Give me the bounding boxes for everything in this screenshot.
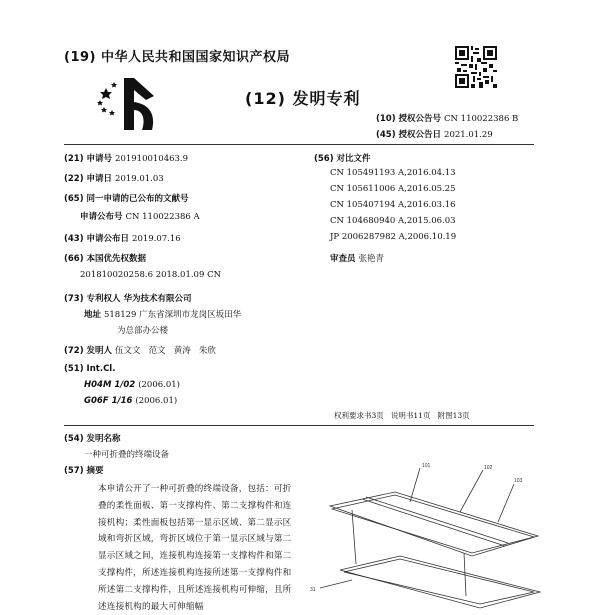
reference-item: CN 105611006 A,2016.05.25 [330, 184, 456, 194]
grant-pub-no: CN 110022386 B [444, 114, 519, 124]
app-date-row [64, 172, 164, 184]
intcl-2-year: (2006.01) [135, 396, 178, 406]
pub-date: 2019.07.16 [132, 234, 181, 244]
invention-title: 一种可折叠的终端设备 [84, 450, 170, 460]
inventors-row [64, 344, 216, 356]
patentee: 华为技术有限公司 [123, 294, 192, 304]
page-count-note: 权利要求书3页 说明书11页 附图13页 [334, 411, 470, 420]
cnipa-emblem-icon [94, 74, 164, 136]
references-label: (56) 对比文件 [314, 154, 371, 164]
abstract-text: 本申请公开了一种可折叠的终端设备，包括：可折叠的柔性面板、第一支撑构件、第二支撑构件和连接机构；柔性面板包括第一显示区域、第二显示区域和弯折区域，弯折区域位于第一显示区域与第二显示区域之间，连接机构连接第一支撑构件和第二支撑构件，所述连接机构连接所述第一支撑构件和所述第二支撑构件，且所述连接机构可伸缩，且所述连接机构的最大可伸缩幅 [98, 484, 292, 612]
app-date-label: (22) 申请日 [64, 174, 113, 184]
patentee-label: (73) 专利权人 [64, 294, 121, 304]
abstract-figure [300, 462, 555, 600]
title-label: (54) 发明名称 [64, 434, 121, 444]
address-row [84, 308, 241, 320]
reference-item: CN 105491193 A,2016.04.13 [330, 168, 456, 178]
office-name: 中华人民共和国国家知识产权局 [101, 50, 291, 65]
examiner: 张艳青 [358, 254, 384, 264]
inventors: 伍文文 范文 黄涛 朱欣 [115, 346, 216, 356]
grant-pub-no-row [376, 112, 518, 124]
pub-no-row [64, 210, 200, 222]
intcl-2-code: G06F 1/16 [84, 396, 133, 406]
intcl-1-year: (2006.01) [138, 380, 180, 390]
doc-type-label: 发明专利 [292, 89, 361, 108]
pub-no-label: 申请公布号 [80, 212, 123, 222]
examiner-row [330, 252, 384, 264]
office-header [64, 46, 290, 65]
qr-code-icon [455, 46, 497, 88]
pub-date-row [64, 232, 181, 244]
grant-date: 2021.01.29 [444, 130, 493, 140]
inventors-label: (72) 发明人 [64, 346, 113, 356]
reference-item: CN 104680940 A,2015.06.03 [330, 216, 456, 226]
address-line1: 518129 广东省深圳市龙岗区坂田华 [103, 310, 242, 320]
intcl-label: (51) Int.Cl. [64, 364, 116, 374]
examiner-label: 审查员 [330, 254, 356, 264]
intcl-1-code: H04M 1/02 [84, 380, 136, 390]
priority-label: (66) 本国优先权数据 [64, 254, 147, 264]
reference-item: JP 2006287982 A,2006.10.19 [330, 232, 457, 242]
figure-label-101: 101 [422, 463, 431, 469]
app-no: 201910010463.9 [115, 154, 189, 164]
figure-label-102: 102 [484, 465, 493, 471]
figure-label-31: 31 [310, 587, 316, 593]
patentee-row [64, 292, 192, 304]
header-divider [64, 144, 534, 145]
prior-pub-label: (65) 同一申请的已公布的文献号 [64, 194, 189, 204]
pub-no: CN 110022386 A [125, 212, 200, 222]
doc-type-code: (12) [245, 89, 286, 108]
figure-label-103: 103 [514, 478, 523, 484]
app-date: 2019.01.03 [115, 174, 164, 184]
app-no-label: (21) 申请号 [64, 154, 113, 164]
intcl-row-2 [84, 396, 177, 406]
intcl-row-1 [84, 380, 180, 390]
address-line2: 为总部办公楼 [117, 326, 169, 336]
document-type [245, 86, 360, 109]
reference-item: CN 105407194 A,2016.03.16 [330, 200, 456, 210]
address-label: 地址 [84, 310, 102, 320]
priority-data: 201810020258.6 2018.01.09 CN [80, 270, 222, 280]
app-no-row [64, 152, 188, 164]
office-code: (19) [64, 50, 96, 65]
grant-date-label: (45) 授权公告日 [376, 130, 442, 140]
pub-date-label: (43) 申请公布日 [64, 234, 130, 244]
grant-pub-no-label: (10) 授权公告号 [376, 114, 442, 124]
grant-date-row [376, 128, 493, 140]
abstract-label: (57) 摘要 [64, 466, 104, 476]
section-divider [64, 425, 534, 426]
